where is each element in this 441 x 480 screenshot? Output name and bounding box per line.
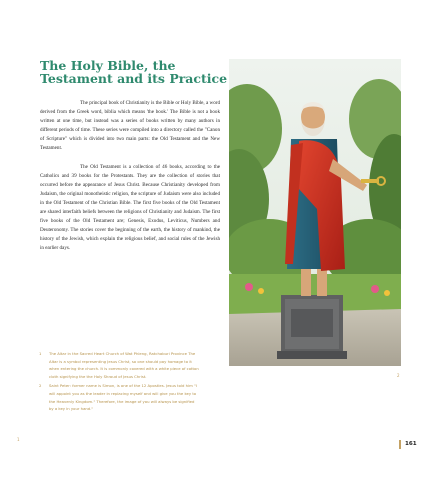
body-paragraph-2: The Old Testament is a collection of 46 books, according to the Catholics and 39 books for the Protestants. They are the collection of stories that occurred before the appearance of Jesus Christ. Because Christianity developed from Judaism, the original monotheistic religion, the scripture of Judaism were also included in the Old Testament of the Christian Bible. The first five books of the Old Testament are shared interfaith beliefs between the religions of Christianity and Judaism. The first five books of the Old Testament are; Genesis, Exodus, Leviticus, Numbers and Deuteronomy. The stories cover the beginning of the earth, the history of mankind, the history of the Jewish, which explain the religious belief, and social rules of the Jewish in earlier days. bbox=[40, 163, 220, 252]
body-paragraph-1: The principal book of Christianity is the Bible or Holy Bible, a word derived from the Greek word, biblia which means 'the book.' The Bible is not a book written at one time, but instead was a series of books written by many authors in different periods of time. These series were compiled into a directory called the "Canon of Scripture" which is divided into two main parts: the Old Testament and the New Testament. bbox=[40, 100, 220, 152]
page-number: 161 bbox=[399, 440, 417, 449]
saint-peter-statue-photo bbox=[229, 59, 401, 366]
footnote-number: 2 bbox=[39, 383, 42, 389]
footnote-text: The Altar in the Sacred Heart Church of Wat Phleng, Ratchaburi Province The Altar is a symbol representing Jesus Christ, so one should pay homage to it when entering the church. It is commonly covered with a white piece of cotton cloth signifying the the Holy Shroud of Jesus Christ. bbox=[49, 351, 199, 379]
footnotes bbox=[39, 350, 199, 413]
footnote-1 bbox=[39, 350, 199, 380]
footnote-2 bbox=[39, 382, 199, 412]
article-body bbox=[40, 99, 220, 254]
photo-footnote-marker: 2 bbox=[397, 373, 400, 378]
footnote-number: 1 bbox=[39, 351, 42, 356]
article-title: The Holy Bible, the Testament and its Practice bbox=[40, 58, 228, 86]
footnote-text: Saint Peter: former name is Simon, is one of the 12 Apostles. Jesus told him "I will appoint you as the leader in replacing myself and will give you the key to the Heavenly Kingdom." Therefore, the image of you will always be signified by a key in your hand." bbox=[49, 383, 197, 412]
corner-footnote-marker: 1 bbox=[17, 437, 20, 442]
